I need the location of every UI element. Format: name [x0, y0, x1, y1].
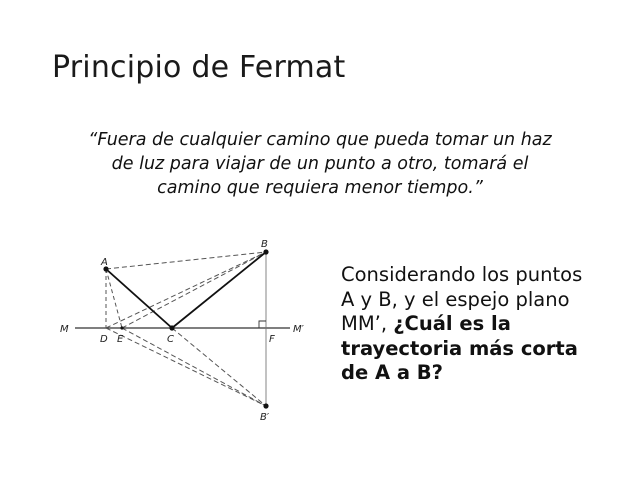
- mirror-reflection-diagram: [60, 228, 330, 428]
- label-a: A: [101, 257, 108, 268]
- label-e: E: [117, 334, 124, 345]
- question-line-3-plain: MM’,: [341, 312, 394, 335]
- label-bprime: B′: [260, 412, 270, 423]
- dashed-a-to-e: [106, 269, 122, 328]
- label-mprime: M′: [293, 324, 304, 335]
- label-c: C: [167, 334, 174, 345]
- dashed-e-to-b: [122, 252, 266, 328]
- point-c: [169, 325, 174, 330]
- label-f: F: [269, 334, 275, 345]
- point-bprime: [263, 403, 268, 408]
- question-line-4: trayectoria más corta: [341, 336, 578, 360]
- label-b: B: [261, 239, 268, 250]
- fermat-quote: [30, 128, 610, 200]
- right-angle-mark: [259, 321, 266, 328]
- question-line-3: [341, 312, 582, 337]
- question-text: [341, 263, 582, 386]
- dashed-a-to-b: [106, 252, 266, 269]
- slide-title: Principio de Fermat: [52, 50, 346, 85]
- quote-line-3: camino que requiera menor tiempo.”: [157, 178, 483, 198]
- label-d: D: [100, 334, 108, 345]
- question-line-3-bold: ¿Cuál es la: [393, 312, 511, 335]
- label-m: M: [60, 324, 69, 335]
- dashed-e-to-bprime: [122, 328, 266, 406]
- question-line-5: de A a B?: [341, 361, 443, 384]
- point-b: [263, 249, 268, 254]
- question-line-2: A y B, y el espejo plano: [341, 287, 570, 311]
- point-e: [120, 326, 123, 329]
- quote-line-2: de luz para viajar de un punto a otro, tomará el: [111, 154, 529, 174]
- quote-line-1: “Fuera de cualquier camino que pueda tomar un haz: [88, 130, 552, 150]
- question-line-1: Considerando los puntos: [341, 263, 583, 286]
